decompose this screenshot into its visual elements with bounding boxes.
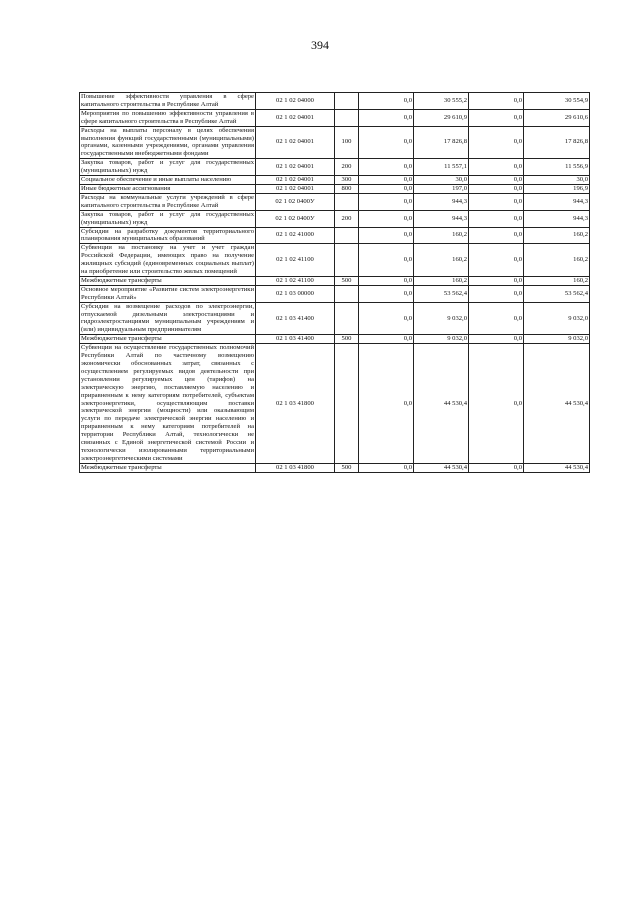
row-value-d: 30 554,9	[524, 93, 590, 110]
row-value-c: 0,0	[469, 344, 524, 464]
row-value-c: 0,0	[469, 176, 524, 185]
row-name: Межбюджетные трансферты	[80, 335, 256, 344]
row-value-d: 29 610,6	[524, 109, 590, 126]
row-vr: 500	[335, 276, 359, 285]
row-vr	[335, 302, 359, 335]
row-name: Закупка товаров, работ и услуг для государственных (муниципальных) нужд	[81, 210, 254, 226]
table-row	[80, 93, 590, 110]
row-value-c: 0,0	[469, 285, 524, 302]
row-vr: 300	[335, 176, 359, 185]
row-name: Субвенции на постановку на учет и учет граждан Российской Федерации, имеющих право на получение жилищных субсидий (единовременных социальных выплат) на приобретение или строительство жилых помещений	[81, 244, 254, 276]
row-value-b: 160,2	[414, 227, 469, 244]
row-name: Расходы на выплаты персоналу в целях обеспечения выполнения функций государственными (муниципальными) органами, казенными учреждениями, органами управления государственными внебюджетными фондами	[81, 126, 254, 158]
row-value-b: 44 530,4	[414, 344, 469, 464]
row-vr: 800	[335, 184, 359, 193]
row-name: Субвенции на осуществление государственных полномочий Республики Алтай по частичному возмещению экономически обоснованных затрат, связанных с осуществлением регулируемых видов деятельности при установлении регулируемых цен (тарифов) на электрическую энергию, поставляемую населению и приравненным к нему категориям потребителей, субъектам электроэнергетики, осуществляющим поставки электрической энергии (мощности) или оказывающим услуги по передаче электрической энергии населению и приравненным к нему категориям потребителей на территории Республики Алтай, технологически не связанных с Единой энергетической системой России и технологически изолированными территориальными электроэнергетическими системами	[81, 344, 254, 462]
table-row	[80, 184, 590, 193]
row-vr	[335, 93, 359, 110]
row-value-c: 0,0	[469, 463, 524, 472]
row-name: Мероприятия по повышению эффективности управления в сфере капитального строительства в Республике Алтай	[81, 109, 254, 125]
table-row	[80, 227, 590, 244]
table-row	[80, 344, 590, 464]
row-value-a: 0,0	[359, 176, 414, 185]
row-vr	[335, 109, 359, 126]
row-name: Закупка товаров, работ и услуг для государственных (муниципальных) нужд	[81, 159, 254, 175]
row-code: 02 1 03 41400	[256, 335, 335, 344]
row-vr: 200	[335, 159, 359, 176]
row-code: 02 1 03 00000	[256, 285, 335, 302]
page-number: 394	[311, 38, 329, 52]
row-code: 02 1 02 04001	[256, 184, 335, 193]
row-value-d: 44 530,4	[524, 344, 590, 464]
row-value-a: 0,0	[359, 184, 414, 193]
row-value-a: 0,0	[359, 159, 414, 176]
row-vr: 500	[335, 335, 359, 344]
row-value-d: 944,3	[524, 193, 590, 210]
row-value-c: 0,0	[469, 126, 524, 159]
row-value-a: 0,0	[359, 244, 414, 277]
row-code: 02 1 02 0400У	[256, 193, 335, 210]
row-value-d: 160,2	[524, 227, 590, 244]
row-code: 02 1 03 41400	[256, 302, 335, 335]
row-value-a: 0,0	[359, 335, 414, 344]
table-row	[80, 276, 590, 285]
row-value-a: 0,0	[359, 302, 414, 335]
budget-table-body	[80, 93, 590, 473]
table-row	[80, 302, 590, 335]
row-name: Межбюджетные трансферты	[80, 276, 256, 285]
row-code: 02 1 02 41100	[256, 276, 335, 285]
row-vr	[335, 244, 359, 277]
row-value-c: 0,0	[469, 184, 524, 193]
row-value-c: 0,0	[469, 335, 524, 344]
row-value-c: 0,0	[469, 302, 524, 335]
row-value-b: 29 610,9	[414, 109, 469, 126]
row-value-c: 0,0	[469, 244, 524, 277]
row-value-a: 0,0	[359, 210, 414, 227]
row-value-b: 944,3	[414, 193, 469, 210]
table-row	[80, 210, 590, 227]
row-name: Расходы на коммунальные услуги учреждений в сфере капитального строительства в Республике Алтай	[81, 193, 254, 209]
row-value-d: 53 562,4	[524, 285, 590, 302]
row-value-a: 0,0	[359, 463, 414, 472]
row-value-b: 9 032,0	[414, 335, 469, 344]
table-row	[80, 176, 590, 185]
row-code: 02 1 02 41000	[256, 227, 335, 244]
row-value-d: 160,2	[524, 244, 590, 277]
row-value-b: 44 530,4	[414, 463, 469, 472]
row-code: 02 1 02 04001	[256, 109, 335, 126]
row-value-d: 44 530,4	[524, 463, 590, 472]
row-vr: 500	[335, 463, 359, 472]
row-value-c: 0,0	[469, 93, 524, 110]
row-value-a: 0,0	[359, 285, 414, 302]
table-row	[80, 335, 590, 344]
row-value-b: 30,0	[414, 176, 469, 185]
row-value-c: 0,0	[469, 227, 524, 244]
row-value-d: 30,0	[524, 176, 590, 185]
table-row	[80, 463, 590, 472]
table-row	[80, 285, 590, 302]
row-value-b: 53 562,4	[414, 285, 469, 302]
row-value-b: 11 557,1	[414, 159, 469, 176]
row-code: 02 1 03 41800	[256, 344, 335, 464]
row-vr	[335, 193, 359, 210]
row-code: 02 1 02 41100	[256, 244, 335, 277]
row-value-a: 0,0	[359, 93, 414, 110]
row-value-a: 0,0	[359, 126, 414, 159]
row-code: 02 1 02 04001	[256, 126, 335, 159]
row-value-d: 11 556,9	[524, 159, 590, 176]
table-row	[80, 193, 590, 210]
budget-table	[79, 92, 590, 473]
row-name: Основное мероприятие «Развитие систем электроэнергетики Республики Алтай»	[81, 285, 254, 301]
row-value-c: 0,0	[469, 159, 524, 176]
row-value-d: 17 826,8	[524, 126, 590, 159]
row-name: Иные бюджетные ассигнования	[80, 184, 256, 193]
row-value-d: 944,3	[524, 210, 590, 227]
row-name: Субсидии на возмещение расходов по электроэнергии, отпускаемой дизельными электростанциями и гидроэлектростанциями муниципальным учреждениям и (или) индивидуальным предпринимателям	[81, 302, 254, 334]
row-vr	[335, 344, 359, 464]
row-value-c: 0,0	[469, 276, 524, 285]
row-code: 02 1 02 0400У	[256, 210, 335, 227]
table-row	[80, 109, 590, 126]
row-code: 02 1 02 04001	[256, 176, 335, 185]
row-value-d: 9 032,0	[524, 302, 590, 335]
row-value-d: 9 032,0	[524, 335, 590, 344]
row-value-b: 17 826,8	[414, 126, 469, 159]
row-value-a: 0,0	[359, 109, 414, 126]
table-row	[80, 159, 590, 176]
row-value-b: 944,3	[414, 210, 469, 227]
row-value-b: 9 032,0	[414, 302, 469, 335]
row-vr: 200	[335, 210, 359, 227]
row-value-d: 160,2	[524, 276, 590, 285]
row-code: 02 1 02 04001	[256, 159, 335, 176]
row-value-b: 197,0	[414, 184, 469, 193]
row-value-a: 0,0	[359, 276, 414, 285]
row-value-c: 0,0	[469, 109, 524, 126]
row-value-a: 0,0	[359, 193, 414, 210]
row-vr	[335, 227, 359, 244]
row-name: Межбюджетные трансферты	[80, 463, 256, 472]
row-value-d: 196,9	[524, 184, 590, 193]
row-value-b: 160,2	[414, 276, 469, 285]
row-code: 02 1 03 41800	[256, 463, 335, 472]
row-value-b: 30 555,2	[414, 93, 469, 110]
row-value-b: 160,2	[414, 244, 469, 277]
row-name: Социальное обеспечение и иные выплаты населению	[80, 176, 256, 185]
row-value-a: 0,0	[359, 227, 414, 244]
row-value-a: 0,0	[359, 344, 414, 464]
table-row	[80, 244, 590, 277]
row-value-c: 0,0	[469, 193, 524, 210]
row-name: Повышение эффективности управления в сфере капитального строительства в Республике Алтай	[81, 93, 254, 108]
table-row	[80, 126, 590, 159]
row-code: 02 1 02 04000	[256, 93, 335, 110]
row-value-c: 0,0	[469, 210, 524, 227]
row-vr	[335, 285, 359, 302]
row-vr: 100	[335, 126, 359, 159]
row-name: Субсидии на разработку документов территориального планирования муниципальных образований	[81, 227, 254, 243]
